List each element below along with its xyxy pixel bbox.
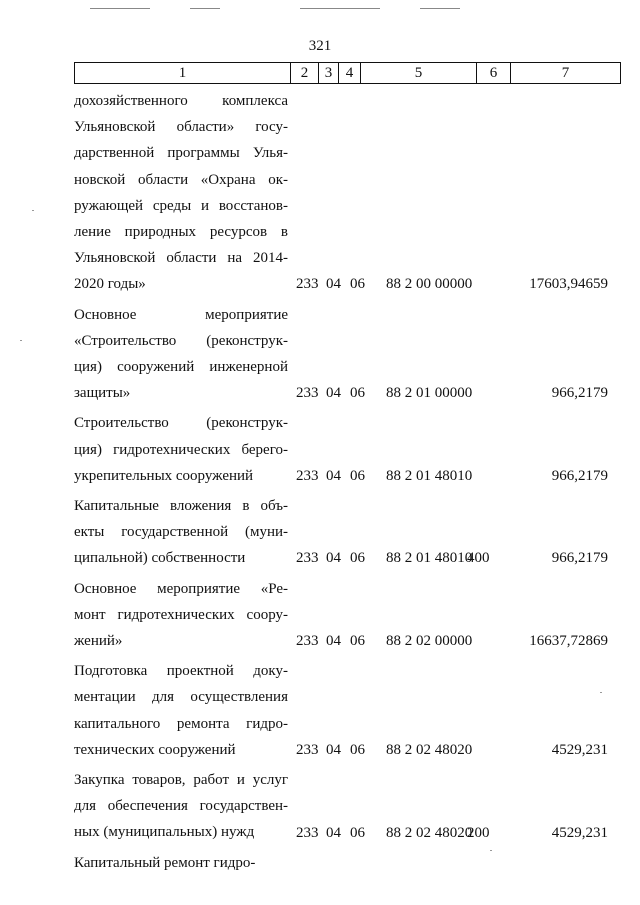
- subsection-code: 06: [350, 276, 365, 293]
- column-header-4: 4: [339, 63, 361, 84]
- row-name-line: Капитальные вложения в объ-: [74, 498, 288, 515]
- column-header-row: [75, 63, 621, 84]
- row-name-line: укрепительных сооружений: [74, 467, 254, 484]
- ministry-code: 233: [296, 385, 319, 402]
- row-codes: [74, 380, 620, 406]
- row-name-line: ление природных ресурсов в: [74, 224, 288, 241]
- column-header-5: 5: [361, 63, 477, 84]
- row-codes: [74, 545, 620, 571]
- column-header-6: 6: [477, 63, 511, 84]
- row-name-line: жений»: [74, 633, 123, 650]
- ministry-code: 233: [296, 633, 319, 650]
- subsection-code: 06: [350, 824, 365, 841]
- section-code: 04: [326, 741, 341, 758]
- row-codes: [74, 463, 620, 489]
- row-codes: [74, 850, 620, 876]
- section-code: 04: [326, 276, 341, 293]
- row-name-line: ных (муниципальных) нужд: [74, 824, 255, 841]
- row-name: [74, 84, 288, 298]
- scan-artifact: [420, 8, 460, 9]
- scan-artifact: [90, 8, 150, 9]
- row-name-line: новской области «Охрана ок-: [74, 171, 288, 188]
- target-article-code: 88 2 01 48010: [386, 550, 473, 567]
- target-article-code: 88 2 02 48020: [386, 824, 473, 841]
- row-name-line: для обеспечения государствен-: [74, 798, 288, 815]
- budget-table-body: [74, 84, 620, 876]
- row-name-line: 2020 годы»: [74, 276, 146, 293]
- row-codes: [74, 271, 620, 297]
- page-number: 321: [308, 38, 332, 54]
- amount: 4529,231: [551, 741, 608, 758]
- ministry-code: 233: [296, 741, 319, 758]
- expense-type-code: 400: [467, 550, 490, 567]
- amount: 966,2179: [551, 385, 608, 402]
- row-name-line: ментации для осуществления: [74, 689, 288, 706]
- row-name-line: Ульяновской области» госу-: [74, 119, 288, 136]
- ministry-code: 233: [296, 467, 319, 484]
- row-name-line: Закупка товаров, работ и услуг: [74, 772, 288, 789]
- column-header-2: 2: [291, 63, 319, 84]
- target-article-code: 88 2 00 00000: [386, 276, 473, 293]
- scan-speck: [20, 340, 22, 341]
- row-name-line: ция) сооружений инженерной: [74, 359, 288, 376]
- ministry-code: 233: [296, 276, 319, 293]
- row-name-line: ружающей среды и восстанов-: [74, 197, 288, 214]
- table-row: [74, 846, 620, 876]
- table-row: [74, 298, 620, 407]
- subsection-code: 06: [350, 550, 365, 567]
- amount: 966,2179: [551, 467, 608, 484]
- target-article-code: 88 2 02 48020: [386, 741, 473, 758]
- subsection-code: 06: [350, 633, 365, 650]
- section-code: 04: [326, 467, 341, 484]
- target-article-code: 88 2 01 48010: [386, 467, 473, 484]
- section-code: 04: [326, 550, 341, 567]
- table-row: [74, 654, 620, 763]
- row-codes: [74, 737, 620, 763]
- table-row: [74, 763, 620, 846]
- row-name-line: Капитальный ремонт гидро-: [74, 854, 256, 871]
- row-name-line: технических сооружений: [74, 741, 236, 758]
- row-name-line: Строительство (реконструк-: [74, 415, 288, 432]
- subsection-code: 06: [350, 385, 365, 402]
- row-name-line: Подготовка проектной доку-: [74, 663, 288, 680]
- table-row: [74, 572, 620, 655]
- section-code: 04: [326, 633, 341, 650]
- target-article-code: 88 2 01 00000: [386, 385, 473, 402]
- subsection-code: 06: [350, 467, 365, 484]
- table-row: [74, 489, 620, 572]
- row-name-line: ция) гидротехнических берего-: [74, 441, 288, 458]
- table-row: [74, 406, 620, 489]
- row-name-line: дарственной программы Улья-: [74, 145, 288, 162]
- amount: 16637,72869: [529, 633, 608, 650]
- amount: 17603,94659: [529, 276, 608, 293]
- row-name-line: «Строительство (реконструк-: [74, 332, 288, 349]
- row-name-line: ципальной) собственности: [74, 550, 246, 567]
- amount: 966,2179: [551, 550, 608, 567]
- row-name-line: Основное мероприятие «Ре-: [74, 580, 288, 597]
- scan-artifact: [300, 8, 380, 9]
- section-code: 04: [326, 824, 341, 841]
- column-header-3: 3: [319, 63, 339, 84]
- scan-artifact: [190, 8, 220, 9]
- scan-speck: [32, 210, 34, 211]
- amount: 4529,231: [551, 824, 608, 841]
- subsection-code: 06: [350, 741, 365, 758]
- section-code: 04: [326, 385, 341, 402]
- row-codes: [74, 628, 620, 654]
- column-header-1: 1: [75, 63, 291, 84]
- column-header-table: [74, 62, 621, 84]
- row-name-line: капитального ремонта гидро-: [74, 715, 288, 732]
- row-name-line: монт гидротехнических соору-: [74, 606, 288, 623]
- row-codes: [74, 820, 620, 846]
- row-name-line: дохозяйственного комплекса: [74, 93, 288, 109]
- target-article-code: 88 2 02 00000: [386, 633, 473, 650]
- ministry-code: 233: [296, 824, 319, 841]
- row-name-line: екты государственной (муни-: [74, 524, 288, 541]
- ministry-code: 233: [296, 550, 319, 567]
- row-name-line: Ульяновской области на 2014-: [74, 250, 288, 267]
- row-name-line: Основное мероприятие: [74, 306, 288, 323]
- table-row: [74, 84, 620, 298]
- column-header-7: 7: [511, 63, 621, 84]
- expense-type-code: 200: [467, 824, 490, 841]
- row-name-line: защиты»: [74, 385, 131, 402]
